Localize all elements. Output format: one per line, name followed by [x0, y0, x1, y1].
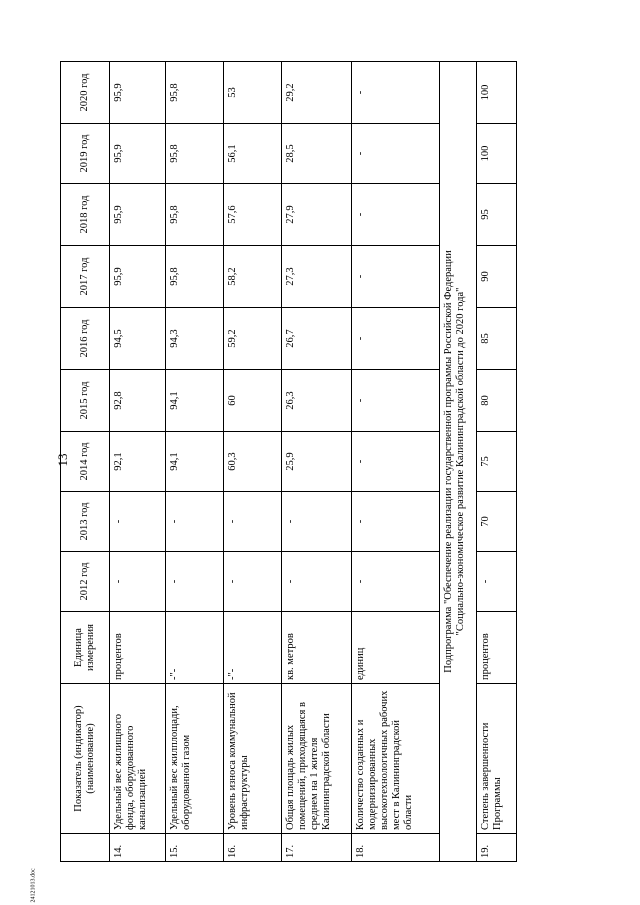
row-num: 19. — [477, 834, 517, 862]
row-value: 70 — [477, 492, 517, 552]
row-value: 92,8 — [110, 370, 166, 432]
row-value: - — [110, 552, 166, 612]
row-value: 26,3 — [282, 370, 352, 432]
row-value: - — [224, 552, 282, 612]
header-year: 2020 год — [61, 62, 110, 124]
table-row — [224, 62, 282, 862]
row-name: Степень завершенности Программы — [477, 684, 517, 834]
row-num: 18. — [352, 834, 440, 862]
row-num: 15. — [166, 834, 224, 862]
row-value: 95 — [477, 184, 517, 246]
row-name: Удельный вес жилплощади, оборудованной газом — [166, 684, 224, 834]
row-value: 95,8 — [166, 124, 224, 184]
table-row — [166, 62, 224, 862]
header-year: 2014 год — [61, 432, 110, 492]
row-value: 27,9 — [282, 184, 352, 246]
rotated-table-container — [60, 62, 565, 862]
row-unit: -"- — [224, 612, 282, 684]
row-value: 94,5 — [110, 308, 166, 370]
row-value: - — [282, 552, 352, 612]
row-num: 17. — [282, 834, 352, 862]
table-row — [352, 62, 440, 862]
row-value: 95,8 — [166, 246, 224, 308]
row-unit: процентов — [477, 612, 517, 684]
row-value: 58,2 — [224, 246, 282, 308]
table-region — [60, 62, 565, 862]
row-value: 95,8 — [166, 62, 224, 124]
table-row — [477, 62, 517, 862]
row-value: - — [166, 492, 224, 552]
row-value: 29,2 — [282, 62, 352, 124]
header-num — [61, 834, 110, 862]
header-year: 2015 год — [61, 370, 110, 432]
table-row — [282, 62, 352, 862]
header-year: 2017 год — [61, 246, 110, 308]
row-value: 53 — [224, 62, 282, 124]
row-value: - — [352, 246, 440, 308]
row-value: 95,9 — [110, 62, 166, 124]
row-value: 25,9 — [282, 432, 352, 492]
row-value: 90 — [477, 246, 517, 308]
row-value: - — [282, 492, 352, 552]
row-value: 92,1 — [110, 432, 166, 492]
header-year: 2012 год — [61, 552, 110, 612]
row-value: 85 — [477, 308, 517, 370]
row-unit: кв. метров — [282, 612, 352, 684]
row-value: 57,6 — [224, 184, 282, 246]
subprogram-title-row — [440, 62, 477, 862]
header-unit: Единица измерения — [61, 612, 110, 684]
page-number: 13 — [55, 453, 70, 467]
subprogram-title-line1: Подпрограмма "Обеспечение реализации государственной программы Российской Федерации — [443, 250, 454, 673]
header-year: 2019 год — [61, 124, 110, 184]
row-value: 94,1 — [166, 432, 224, 492]
row-value: - — [352, 432, 440, 492]
row-value: - — [224, 492, 282, 552]
header-year: 2013 год — [61, 492, 110, 552]
row-value: 60 — [224, 370, 282, 432]
row-unit: процентов — [110, 612, 166, 684]
row-value: - — [166, 552, 224, 612]
row-value: 94,3 — [166, 308, 224, 370]
table-row — [110, 62, 166, 862]
row-value: 95,9 — [110, 184, 166, 246]
row-value: 27,3 — [282, 246, 352, 308]
row-value: 60,3 — [224, 432, 282, 492]
subprogram-title — [440, 62, 477, 862]
row-value: - — [352, 552, 440, 612]
row-value: - — [110, 492, 166, 552]
footer-filename: 24121013.doc — [30, 868, 37, 903]
table-header-row — [61, 62, 110, 862]
header-name: Показатель (индикатор) (наименование) — [61, 684, 110, 834]
row-value: 95,8 — [166, 184, 224, 246]
row-value: 75 — [477, 432, 517, 492]
indicators-table — [60, 61, 517, 862]
row-value: 95,9 — [110, 246, 166, 308]
row-value: 80 — [477, 370, 517, 432]
row-unit: -"- — [166, 612, 224, 684]
row-unit: единиц — [352, 612, 440, 684]
row-num: 16. — [224, 834, 282, 862]
row-value: - — [352, 492, 440, 552]
row-value: 94,1 — [166, 370, 224, 432]
row-value: - — [352, 184, 440, 246]
row-value: 100 — [477, 124, 517, 184]
row-value: 26,7 — [282, 308, 352, 370]
row-value: - — [477, 552, 517, 612]
row-value: - — [352, 308, 440, 370]
row-name: Удельный вес жилищного фонда, оборудованного канализацией — [110, 684, 166, 834]
row-name: Общая площадь жилых помещений, приходящаяся в среднем на 1 жителя Калининградской области — [282, 684, 352, 834]
row-name: Количество созданных и модернизированных высокотехнологичных рабочих мест в Калининградской области — [352, 684, 440, 834]
row-value: - — [352, 370, 440, 432]
row-name: Уровень износа коммунальной инфраструктуры — [224, 684, 282, 834]
row-value: 59,2 — [224, 308, 282, 370]
header-year: 2016 год — [61, 308, 110, 370]
row-value: 56,1 — [224, 124, 282, 184]
header-year: 2018 год — [61, 184, 110, 246]
row-value: - — [352, 62, 440, 124]
row-value: 100 — [477, 62, 517, 124]
row-value: 95,9 — [110, 124, 166, 184]
subprogram-title-line2: "Социально-экономическое развитие Калининградской области до 2020 года" — [455, 287, 466, 636]
row-num: 14. — [110, 834, 166, 862]
row-value: - — [352, 124, 440, 184]
row-value: 28,5 — [282, 124, 352, 184]
